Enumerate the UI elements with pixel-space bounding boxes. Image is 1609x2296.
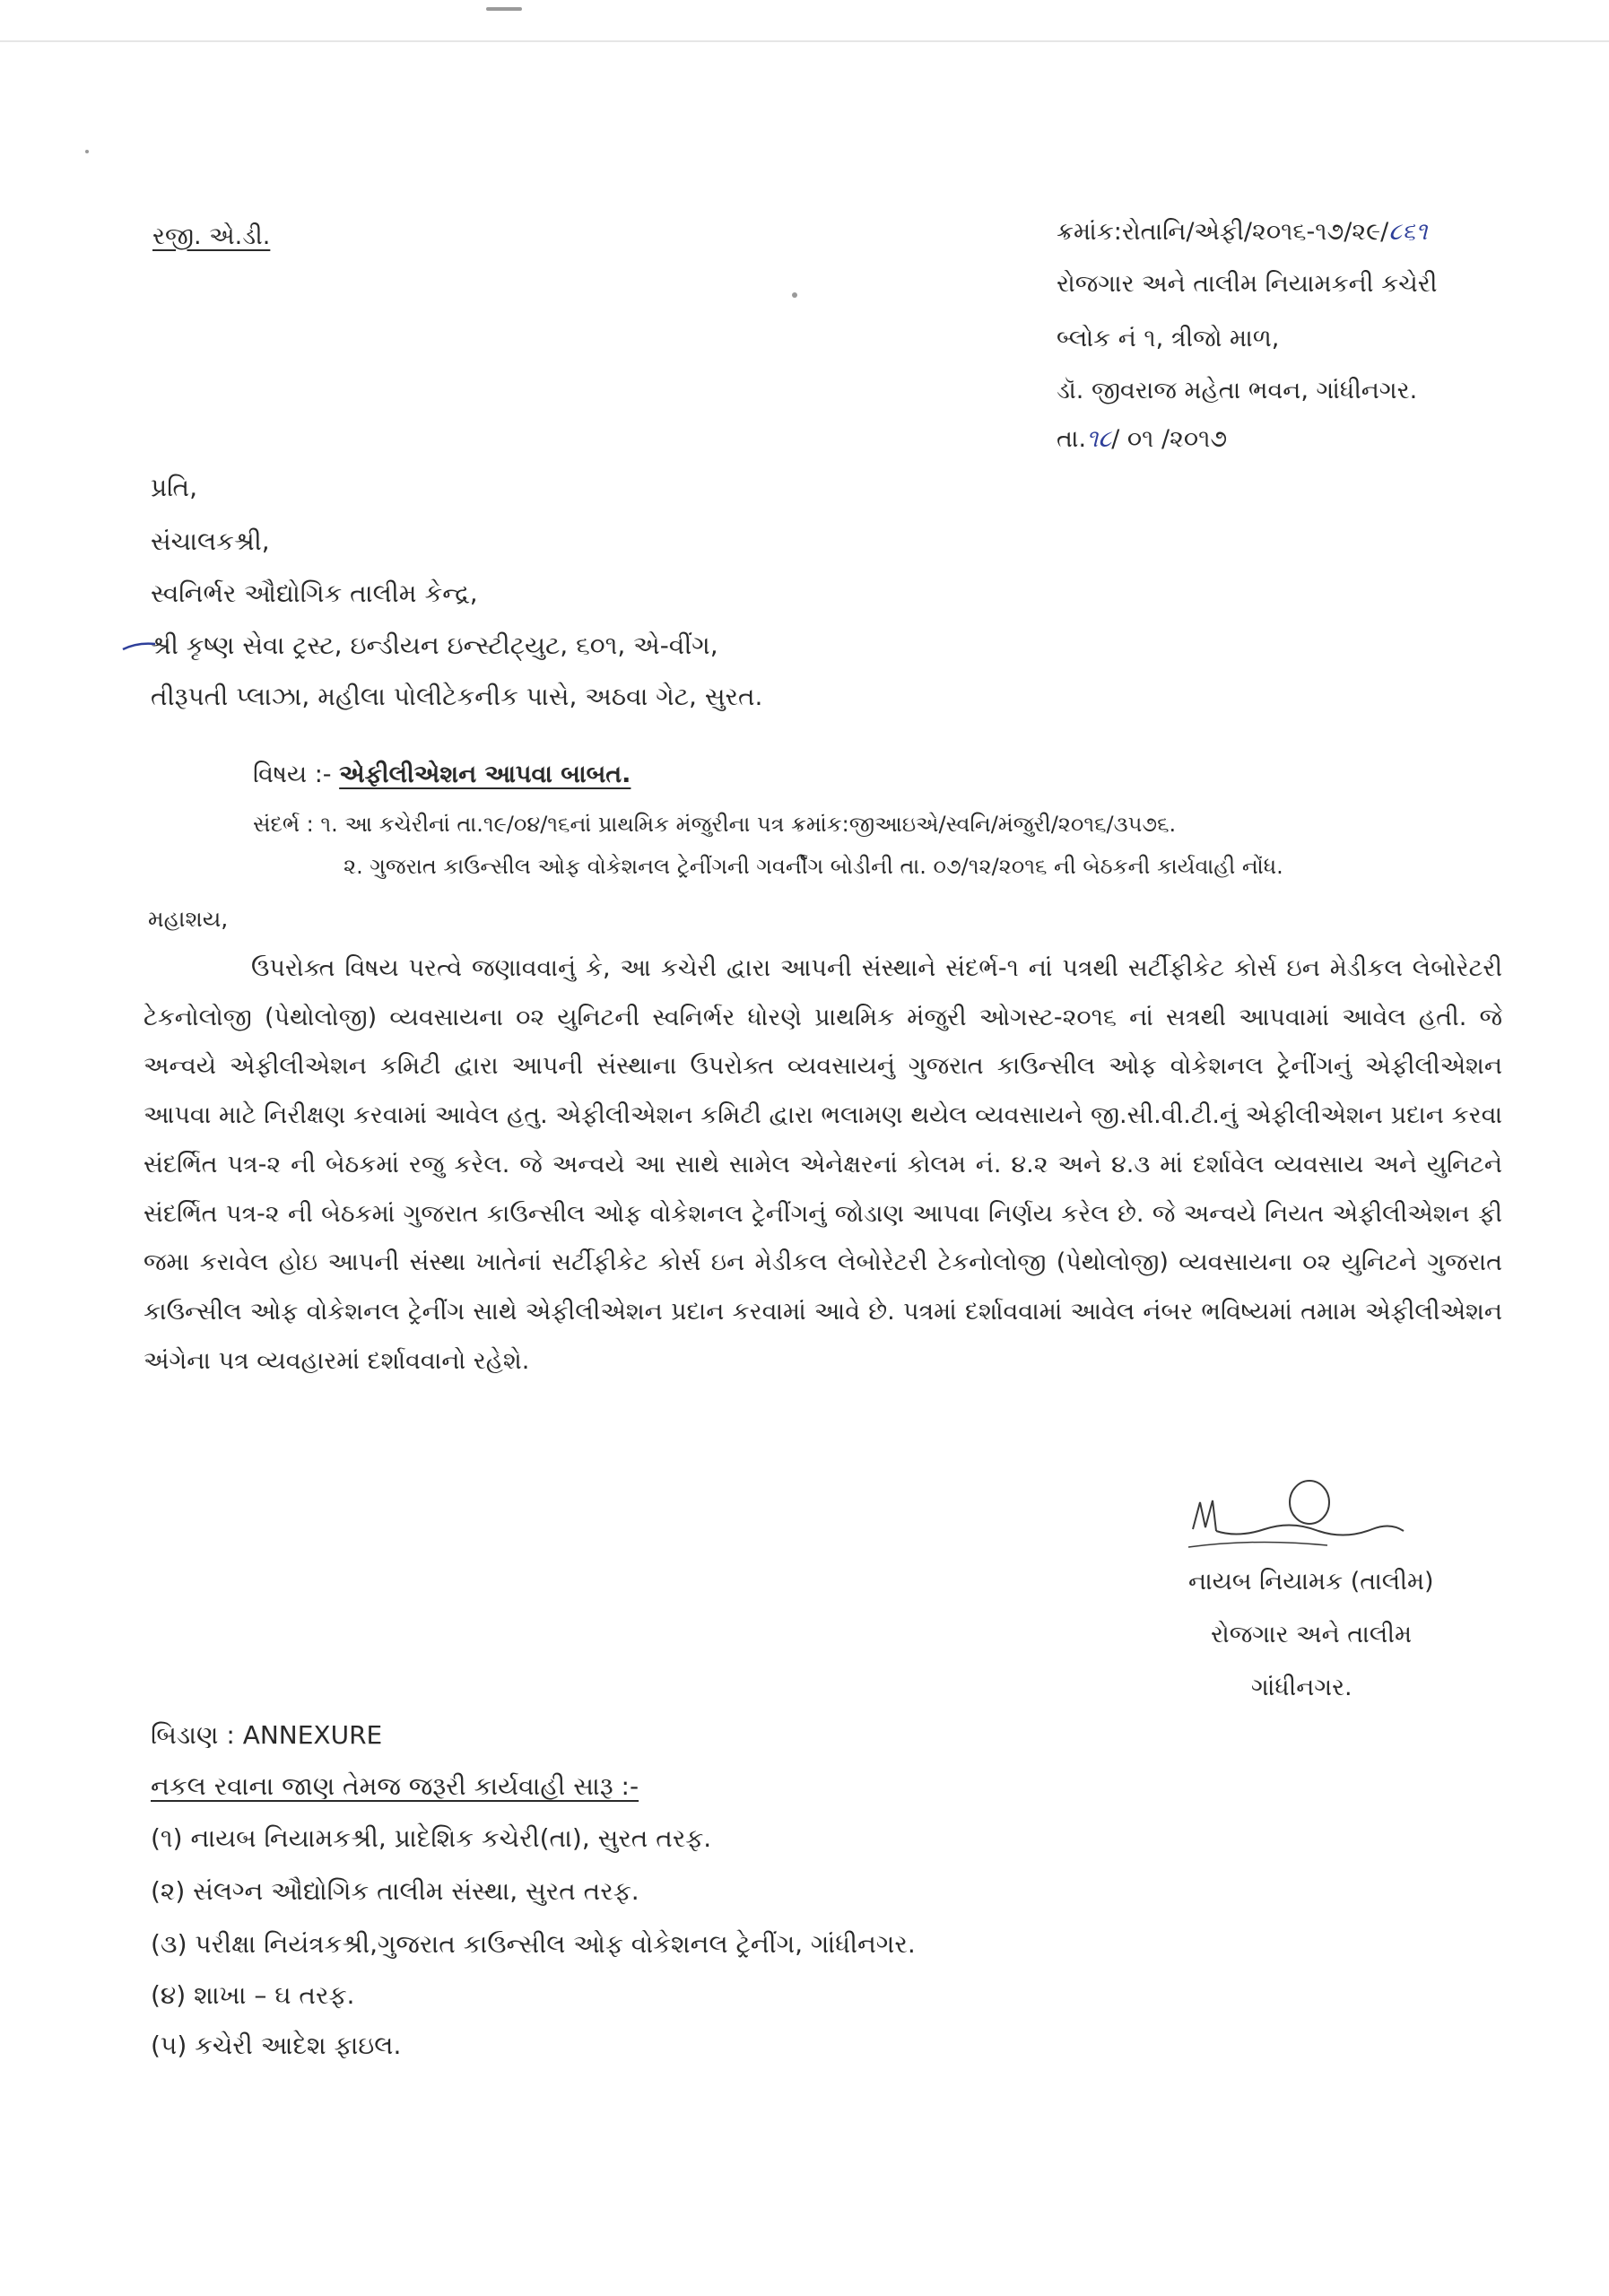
recipient-institute: સ્વનિર્ભર ઔદ્યોગિક તાલીમ કેન્દ્ર, [151, 578, 478, 608]
signature-mark [1184, 1475, 1408, 1570]
office-name: રોજગાર અને તાલીમ નિયામકની કચેરી [1057, 270, 1438, 298]
scan-speck [85, 150, 89, 153]
salutation: મહાશય, [148, 906, 229, 932]
copy-heading: નકલ રવાના જાણ તેમજ જરૂરી કાર્યવાહી સારૂ :- [151, 1771, 639, 1801]
signatory-department: રોજગાર અને તાલીમ [1211, 1621, 1413, 1648]
date-prefix: તા. [1057, 425, 1087, 453]
signatory-title: નાયબ નિયામક (તાલીમ) [1188, 1568, 1434, 1596]
reference-2: ૨. ગુજરાત કાઉન્સીલ ઓફ વોકેશનલ ટ્રેનીંગની ગવર્નીંગ બોડીની તા. ૦૭/૧૨/૨૦૧૬ ની બેઠકની કાર્યવાહી નોંધ. [344, 854, 1283, 879]
copy-item-2: (૨) સંલગ્ન ઔદ્યોગિક તાલીમ સંસ્થા, સુરત તરફ. [151, 1876, 639, 1906]
subject-text: એફીલીએશન આપવા બાબત. [339, 761, 631, 788]
copy-item-3: (૩) પરીક્ષા નિયંત્રકશ્રી,ગુજરાત કાઉન્સીલ ઓફ વોકેશનલ ટ્રેનીંગ, ગાંધીનગર. [151, 1929, 916, 1959]
recipient-prati: પ્રતિ, [151, 473, 197, 502]
date-rest: / ૦૧ /૨૦૧૭ [1111, 425, 1228, 453]
enclosure: બિડાણ : ANNEXURE [151, 1720, 383, 1750]
letter-body: ઉપરોક્ત વિષય પરત્વે જણાવવાનું કે, આ કચેરી દ્વારા આપની સંસ્થાને સંદર્ભ-૧ નાં પત્રથી સર્ટીફીકેટ કોર્સ ઇન મેડીકલ લેબોરેટરી ટેકનોલોજી (પેથોલોજી) વ્યવસાયના ૦૨ યુનિટની સ્વનિર્ભર ધોરણે પ્રાથમિક મંજુરી ઓગસ્ટ-૨૦૧૬ નાં સત્રથી આપવામાં આવેલ હતી. જે અન્વયે એફીલીએશન કમિટી દ્વારા આપની સંસ્થાના ઉપરોક્ત વ્યવસાયનું ગુજરાત કાઉન્સીલ ઓફ વોકેશનલ ટ્રેનીંગનું એફીલીએશન આપવા માટે નિરીક્ષણ કરવામાં આવેલ હતુ. એફીલીએશન કમિટી દ્વારા ભલામણ થયેલ વ્યવસાયને જી.સી.વી.ટી.નું એફીલીએશન પ્રદાન કરવા સંદર્ભિત પત્ર-૨ ની બેઠકમાં રજુ કરેલ. જે અન્વયે આ સાથે સામેલ એનેક્ષરનાં કોલમ નં. ૪.૨ અને ૪.૩ માં દર્શાવેલ વ્યવસાય અને યુનિટને સંદર્ભિત પત્ર-૨ ની બેઠકમાં ગુજરાત કાઉન્સીલ ઓફ વોકેશનલ ટ્રેનીંગનું જોડાણ આપવા નિર્ણય કરેલ છે. જે અન્વયે નિયત એફીલીએશન ફી જમા કરાવેલ હોઇ આપની સંસ્થા ખાતેનાં સર્ટીફીકેટ કોર્સ ઇન મેડીકલ લેબોરેટરી ટેકનોલોજી (પેથોલોજી) વ્યવસાયના ૦૨ યુનિટને ગુજરાત કાઉન્સીલ ઓફ વોકેશનલ ટ્રેનીંગ સાથે એફીલીએશન પ્રદાન કરવામાં આવે છે. પત્રમાં દર્શાવવામાં આવેલ નંબર ભવિષ્યમાં તમામ એફીલીએશન અંગેના પત્ર વ્યવહારમાં દર્શાવવાનો રહેશે. [144, 954, 1502, 1375]
reference-number-handwritten: ૮૬૧ [1388, 218, 1428, 246]
scan-speck [792, 292, 797, 298]
scan-mark [486, 7, 522, 11]
reference-number-prefix: ક્રમાંક:રોતાનિ/એફી/૨૦૧૬-૧૭/૨૯/ [1057, 218, 1389, 246]
copy-item-5: (૫) કચેરી આદેશ ફાઇલ. [151, 2031, 402, 2060]
signatory-city: ગાંધીનગર. [1251, 1674, 1352, 1701]
pen-tick-mark [121, 637, 157, 655]
reference-number [1057, 218, 1427, 247]
page-fold-line [0, 40, 1609, 42]
date-day-handwritten: ૧૮ [1086, 425, 1112, 453]
reference-1-text: ૧. આ કચેરીનાં તા.૧૯/૦૪/૧૬નાં પ્રાથમિક મંજુરીના પત્ર ક્રમાંક:જીઆઇએ/સ્વનિ/મંજુરી/૨૦૧૬/૩૫૭૬. [320, 812, 1177, 837]
references-label: સંદર્ભ : [253, 812, 314, 837]
recipient-address: તીરૂપતી પ્લાઝા, મહીલા પોલીટેકનીક પાસે, અઠવા ગેટ, સુરત. [151, 682, 763, 711]
registered-ad-label: રજી. એ.ડી. [152, 222, 271, 250]
subject-line [253, 761, 631, 789]
subject-label: વિષય :- [253, 761, 332, 788]
copy-item-4: (૪) શાખા – ઘ તરફ. [151, 1980, 355, 2010]
letter-date [1057, 425, 1227, 454]
office-address-line1: બ્લોક નં ૧, ત્રીજો માળ, [1057, 325, 1280, 352]
recipient-trust: શ્રી કૃષ્ણ સેવા ટ્રસ્ટ, ઇન્ડીયન ઇન્સ્ટીટ્યુટ, ૬૦૧, એ-વીંગ, [151, 631, 718, 660]
copy-item-1: (૧) નાયબ નિયામકશ્રી, પ્રાદેશિક કચેરી(તા), સુરત તરફ. [151, 1823, 712, 1853]
reference-1 [253, 812, 1176, 837]
recipient-designation: સંચાલકશ્રી, [151, 526, 270, 556]
office-address-line2: ડૉ. જીવરાજ મહેતા ભવન, ગાંધીનગર. [1057, 377, 1418, 404]
